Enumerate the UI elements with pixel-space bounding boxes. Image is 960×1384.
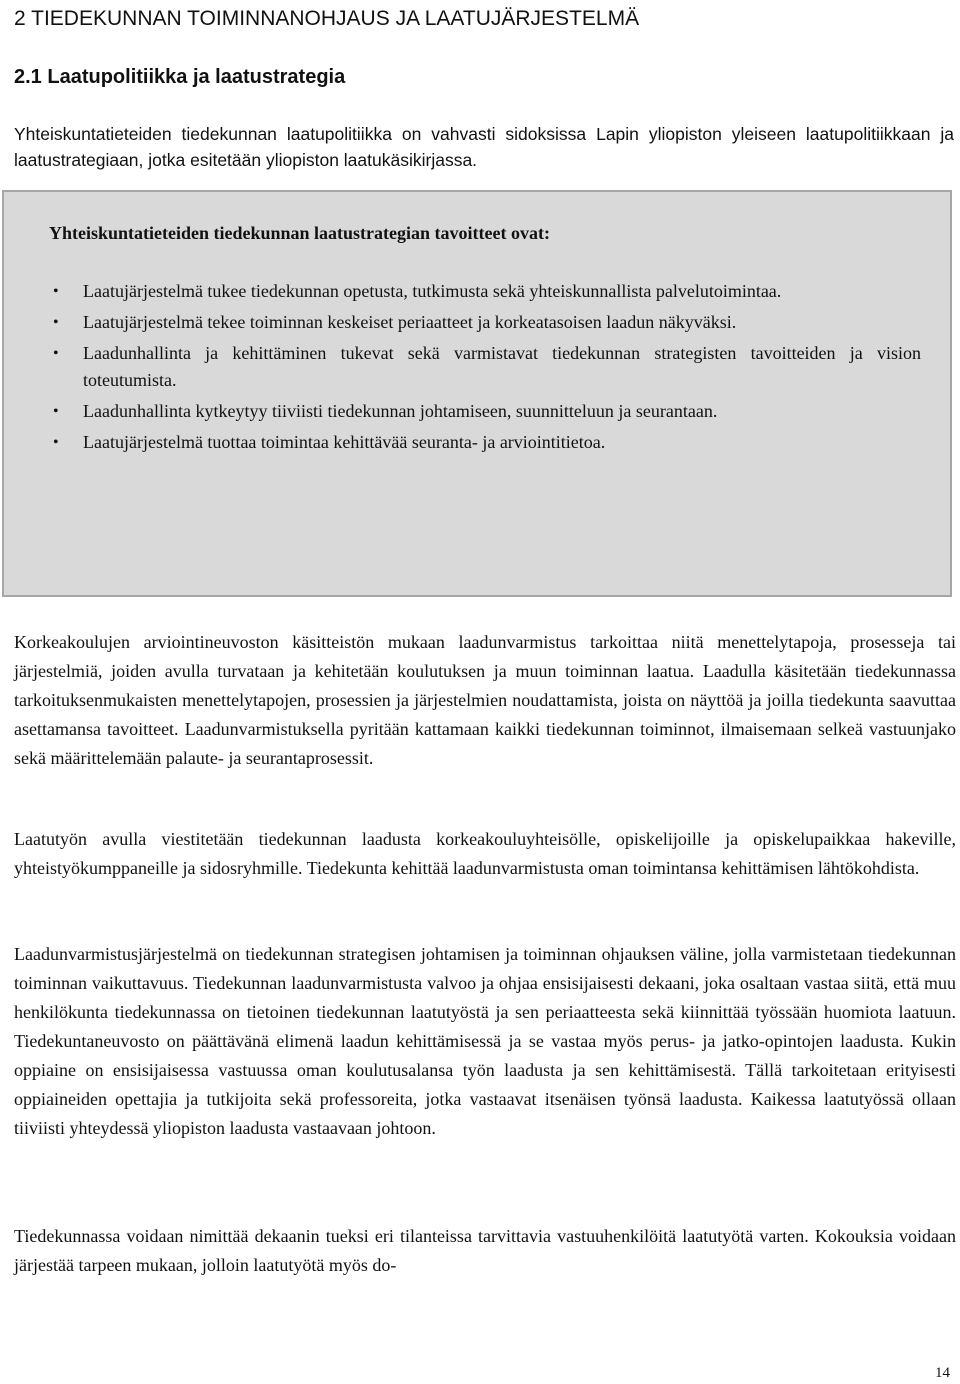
chapter-heading: 2 TIEDEKUNNAN TOIMINNANOHJAUS JA LAATUJÄRJESTELMÄ xyxy=(14,7,640,30)
goal-text: Laadunhallinta ja kehittäminen tukevat sekä varmistavat tiedekunnan strategisten tavoitteiden ja vision toteutumista. xyxy=(83,343,921,390)
section-heading: 2.1 Laatupolitiikka ja laatustrategia xyxy=(14,66,346,88)
intro-paragraph: Yhteiskuntatieteiden tiedekunnan laatupolitiikka on vahvasti sidoksissa Lapin yliopiston yleiseen laatupolitiikkaan ja laatustrategiaan, jotka esitetään yliopiston laatukäsikirjassa. xyxy=(14,124,954,170)
body-paragraph-quality-assurance-definition: Korkeakoulujen arviointineuvoston käsitteistön mukaan laadunvarmistus tarkoittaa niitä menettelytapoja, prosesseja tai järjestelmiä, joiden avulla turvataan ja kehitetään koulutuksen ja muun toiminnan laatua. Laadulla käsitetään tiedekunnassa tarkoituksenmukaisten menettelytapojen, prosessien ja järjestelmien noudattamista, joista on näyttöä ja joilla tiedekunta saavuttaa asettamansa tavoitteet. Laadunvarmistuksella pyritään kattamaan kaikki tiedekunnan toiminnot, ilmaisemaan selkeä vastuunjako sekä määrittelemään palaute- ja seurantaprosessit. xyxy=(14,632,956,768)
bullet-icon: • xyxy=(53,314,59,331)
bullet-icon: • xyxy=(53,345,59,362)
body-paragraph-communication: Laatutyön avulla viestitetään tiedekunnan laadusta korkeakouluyhteisölle, opiskelijoille ja opiskelupaikkaa hakeville, yhteistyökumppaneille ja sidosryhmille. Tiedekunta kehittää laadunvarmistusta oman toimintansa kehittämisen lähtökohdista. xyxy=(14,829,956,878)
goal-text: Laatujärjestelmä tuottaa toimintaa kehittävää seuranta- ja arviointitietoa. xyxy=(83,432,606,452)
goal-list-item xyxy=(49,278,921,305)
bullet-icon: • xyxy=(53,403,59,420)
bullet-icon: • xyxy=(53,434,59,451)
strategy-goals-box xyxy=(2,190,952,597)
body-paragraph-responsible-persons: Tiedekunnassa voidaan nimittää dekaanin tueksi eri tilanteissa tarvittavia vastuuhenkilöitä laatutyötä varten. Kokouksia voidaan järjestää tarpeen mukaan, jolloin laatutyötä myös do- xyxy=(14,1226,956,1275)
goal-list-item xyxy=(49,398,921,425)
body-paragraph-responsibilities: Laadunvarmistusjärjestelmä on tiedekunnan strategisen johtamisen ja toiminnan ohjauksen väline, jolla varmistetaan tiedekunnan toiminnan vaikuttavuus. Tiedekunnan laadunvarmistusta valvoo ja ohjaa ensisijaisesti dekaani, joka osaltaan vastaa siitä, että muu henkilökunta tiedekunnassa on tietoinen tiedekunnan laatutyöstä ja sen periaatteesta sekä kiinnittää työssään huomiota laatuun. Tiedekuntaneuvosto on päättävänä elimenä laadun kehittämisessä ja se vastaa myös perus- ja jatko-opintojen laadusta. Kukin oppiaine on ensisijaisessa vastuussa oman koulutusalansa työn laadusta ja sen kehittämisestä. Tällä tarkoitetaan erityisesti oppiaineiden opettajia ja tutkijoita sekä professoreita, jotka vastaavat itsenäisen työnsä laadusta. Kaikessa laatutyössä ollaan tiiviisti yhteydessä yliopiston laadusta vastaavaan johtoon. xyxy=(14,944,956,1138)
page-number: 14 xyxy=(935,1365,950,1381)
bullet-icon: • xyxy=(53,283,59,300)
goals-list xyxy=(49,278,921,460)
goal-list-item xyxy=(49,429,921,456)
goal-text: Laatujärjestelmä tekee toiminnan keskeiset periaatteet ja korkeatasoisen laadun näkyväksi. xyxy=(83,312,737,332)
goal-list-item xyxy=(49,340,921,394)
goal-list-item xyxy=(49,309,921,336)
goal-text: Laatujärjestelmä tukee tiedekunnan opetusta, tutkimusta sekä yhteiskunnallista palvelutoimintaa. xyxy=(83,281,782,301)
goal-text: Laadunhallinta kytkeytyy tiiviisti tiedekunnan johtamiseen, suunnitteluun ja seurantaan. xyxy=(83,401,718,421)
goals-box-heading: Yhteiskuntatieteiden tiedekunnan laatustrategian tavoitteet ovat: xyxy=(49,223,550,243)
